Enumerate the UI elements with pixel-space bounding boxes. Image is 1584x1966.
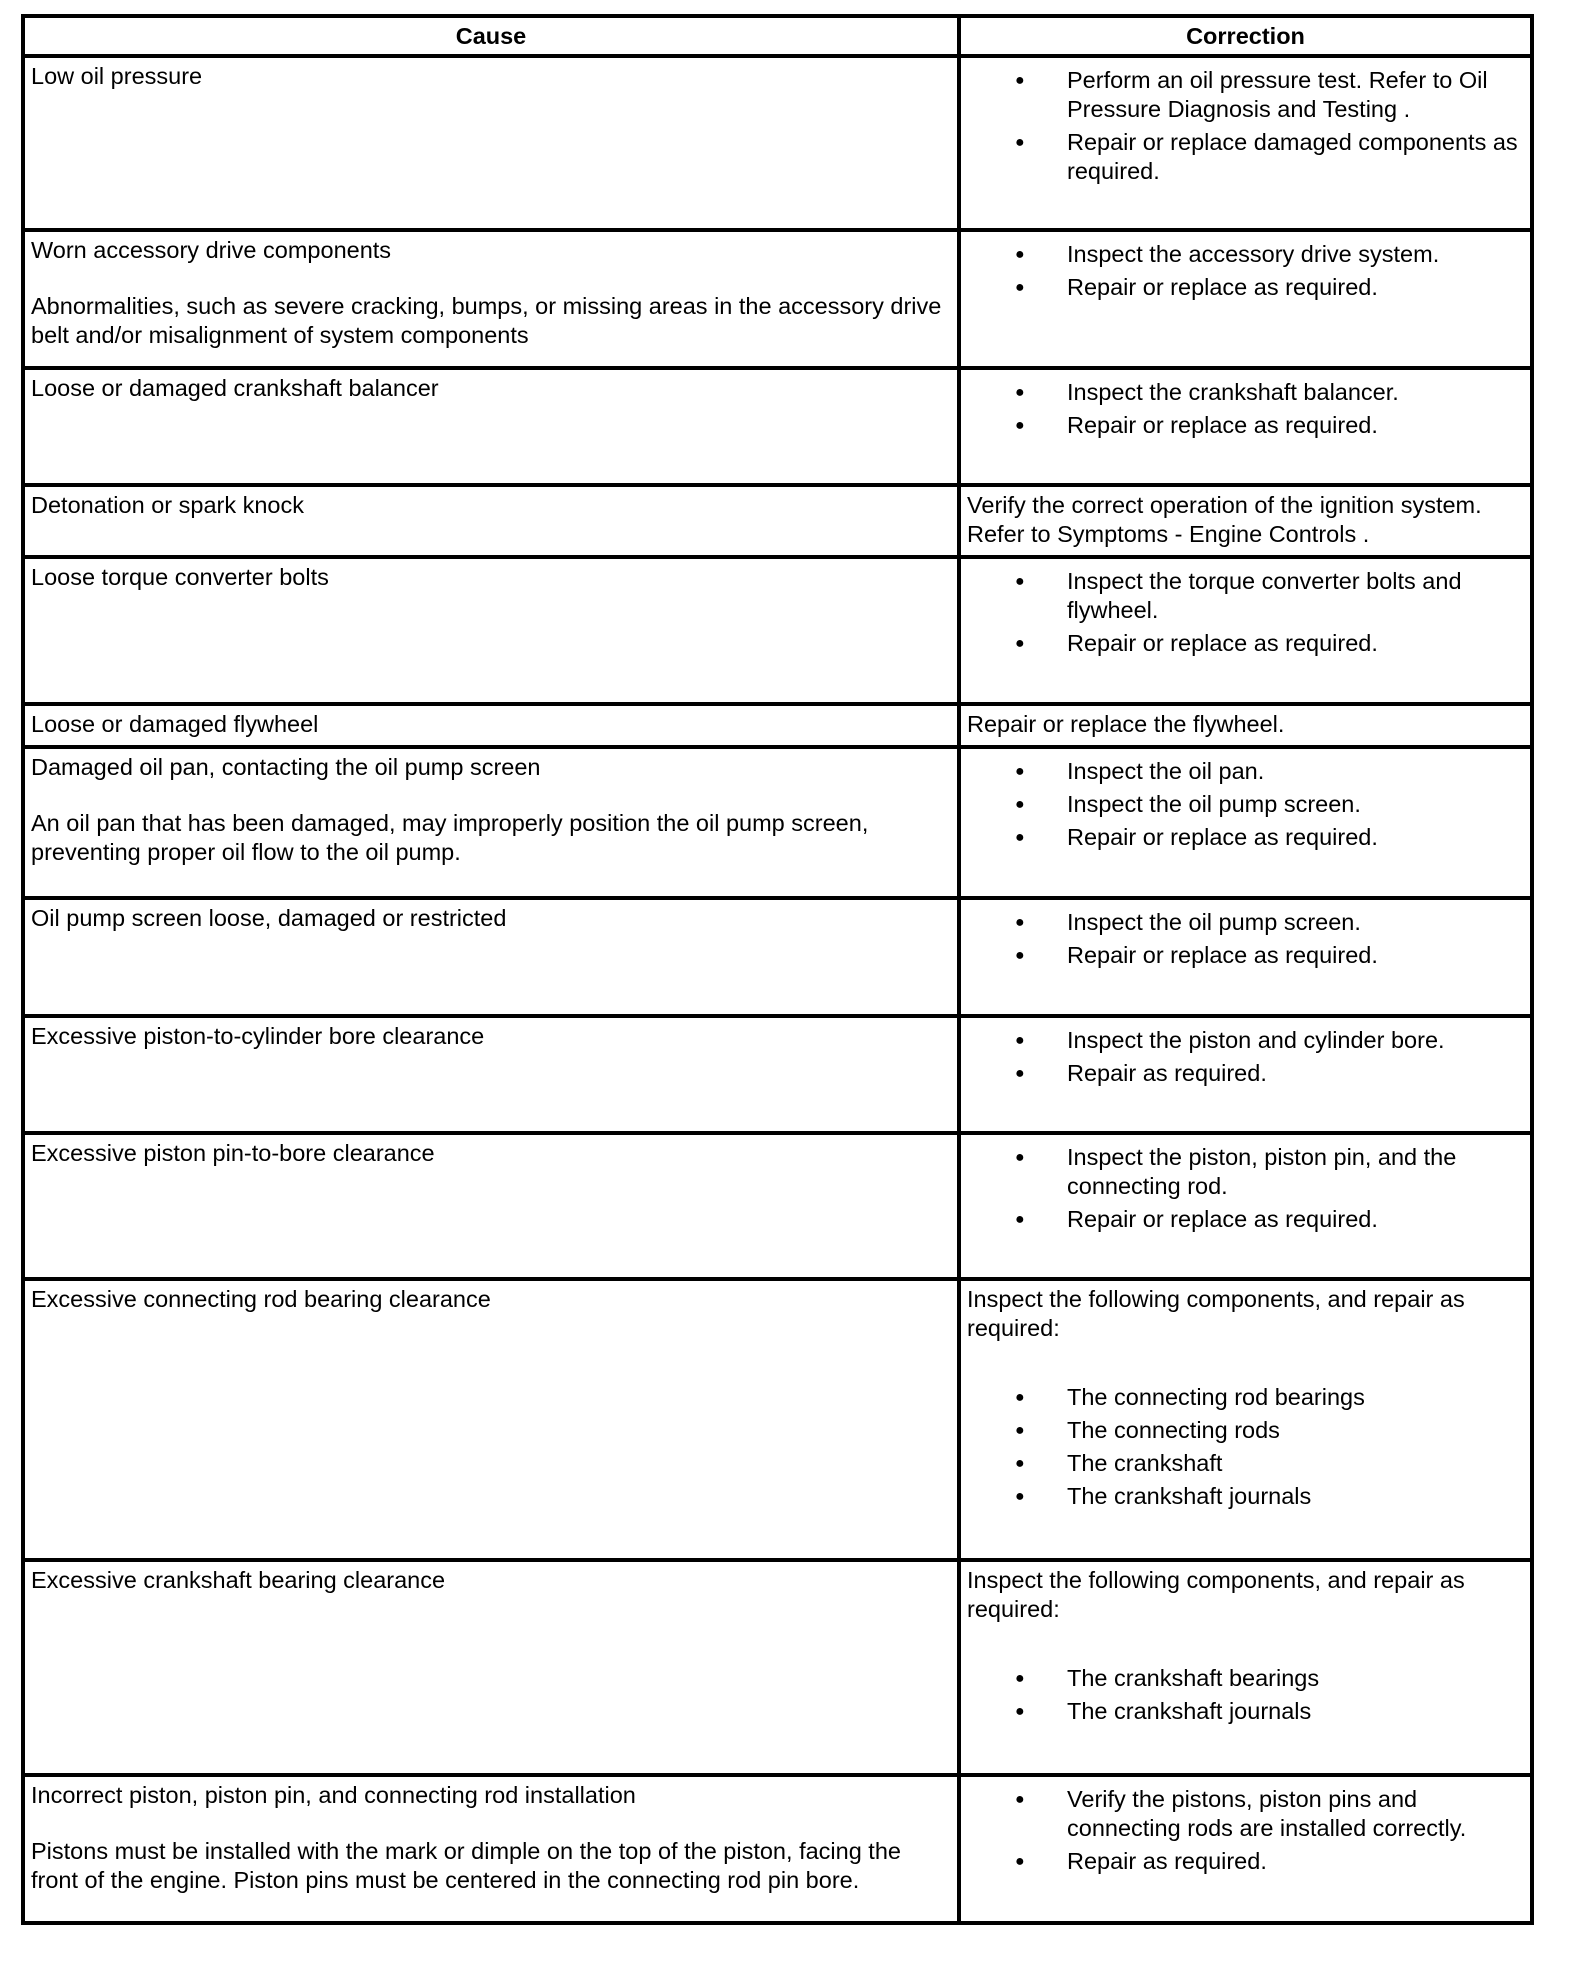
- correction-cell: [959, 56, 1532, 230]
- correction-list: [967, 1664, 1524, 1726]
- list-item: ● The crankshaft: [967, 1449, 1524, 1478]
- list-item: ● Verify the pistons, piston pins and connecting rods are installed correctly.: [967, 1785, 1524, 1843]
- cause-text: Loose or damaged flywheel: [31, 711, 319, 737]
- cause-text: Excessive piston-to-cylinder bore clearance: [31, 1023, 485, 1049]
- list-item: ● Inspect the oil pump screen.: [967, 908, 1524, 937]
- list-item: ● Repair or replace as required.: [967, 411, 1524, 440]
- table-row: [23, 1775, 1532, 1923]
- list-item: ● Repair as required.: [967, 1059, 1524, 1088]
- list-item: ● Repair or replace as required.: [967, 941, 1524, 970]
- list-item: ● Repair or replace as required.: [967, 1205, 1524, 1234]
- cause-note: Abnormalities, such as severe cracking, bumps, or missing areas in the accessory drive belt and/or misalignment of system components: [31, 293, 942, 348]
- cause-cell: [23, 1133, 959, 1279]
- table-row: [23, 747, 1532, 898]
- correction-list: [967, 567, 1524, 658]
- cause-cell: [23, 368, 959, 485]
- correction-cell: [959, 485, 1532, 557]
- list-item: ● Inspect the torque converter bolts and flywheel.: [967, 567, 1524, 625]
- cause-text: Detonation or spark knock: [31, 492, 305, 518]
- cause-cell: [23, 230, 959, 368]
- list-item: ● Repair or replace as required.: [967, 823, 1524, 852]
- correction-list: [967, 757, 1524, 852]
- list-item: ● Repair or replace damaged components as required.: [967, 128, 1524, 186]
- cause-cell: [23, 704, 959, 747]
- cause-cell: [23, 56, 959, 230]
- table-row: [23, 1016, 1532, 1133]
- table-row: [23, 485, 1532, 557]
- table-row: [23, 557, 1532, 704]
- correction-cell: [959, 1133, 1532, 1279]
- cause-text: Excessive connecting rod bearing clearance: [31, 1286, 491, 1312]
- header-correction: Correction: [959, 16, 1532, 56]
- cause-cell: [23, 485, 959, 557]
- correction-text: Repair or replace the flywheel.: [967, 711, 1285, 737]
- correction-cell: [959, 557, 1532, 704]
- list-item: ● The connecting rods: [967, 1416, 1524, 1445]
- cause-cell: [23, 747, 959, 898]
- list-item: ● Perform an oil pressure test. Refer to Oil Pressure Diagnosis and Testing .: [967, 66, 1524, 124]
- correction-list: [967, 1383, 1524, 1511]
- table-row: [23, 368, 1532, 485]
- list-item: ● The crankshaft journals: [967, 1482, 1524, 1511]
- cause-cell: [23, 1279, 959, 1560]
- correction-text: Verify the correct operation of the ignition system. Refer to Symptoms - Engine Controls .: [967, 492, 1482, 547]
- list-item: ● Inspect the piston and cylinder bore.: [967, 1026, 1524, 1055]
- cause-cell: [23, 1016, 959, 1133]
- table-row: [23, 230, 1532, 368]
- table-row: [23, 1133, 1532, 1279]
- correction-cell: [959, 704, 1532, 747]
- correction-cell: [959, 1279, 1532, 1560]
- correction-list: [967, 1143, 1524, 1234]
- diagnostic-table: [21, 14, 1534, 1925]
- cause-text: Loose or damaged crankshaft balancer: [31, 375, 439, 401]
- list-item: ● Inspect the piston, piston pin, and the connecting rod.: [967, 1143, 1524, 1201]
- cause-cell: [23, 1775, 959, 1923]
- list-item: ● Inspect the accessory drive system.: [967, 240, 1524, 269]
- correction-cell: [959, 747, 1532, 898]
- correction-text: Inspect the following components, and repair as required:: [967, 1567, 1465, 1622]
- list-item: ● The crankshaft bearings: [967, 1664, 1524, 1693]
- list-item: ● The connecting rod bearings: [967, 1383, 1524, 1412]
- correction-list: [967, 908, 1524, 970]
- list-item: ● Repair or replace as required.: [967, 273, 1524, 302]
- cause-cell: [23, 898, 959, 1016]
- cause-text: Incorrect piston, piston pin, and connecting rod installation: [31, 1782, 636, 1808]
- correction-cell: [959, 898, 1532, 1016]
- cause-text: Low oil pressure: [31, 63, 203, 89]
- cause-text: Worn accessory drive components: [31, 237, 392, 263]
- list-item: ● Repair as required.: [967, 1847, 1524, 1876]
- correction-list: [967, 66, 1524, 186]
- table-row: [23, 56, 1532, 230]
- cause-note: An oil pan that has been damaged, may improperly position the oil pump screen, preventing proper oil flow to the oil pump.: [31, 810, 869, 865]
- cause-text: Excessive crankshaft bearing clearance: [31, 1567, 446, 1593]
- table-row: [23, 704, 1532, 747]
- cause-text: Loose torque converter bolts: [31, 564, 329, 590]
- list-item: ● Inspect the oil pump screen.: [967, 790, 1524, 819]
- list-item: ● The crankshaft journals: [967, 1697, 1524, 1726]
- cause-text: Excessive piston pin-to-bore clearance: [31, 1140, 435, 1166]
- cause-cell: [23, 1560, 959, 1775]
- cause-cell: [23, 557, 959, 704]
- list-item: ● Inspect the oil pan.: [967, 757, 1524, 786]
- correction-cell: [959, 368, 1532, 485]
- correction-list: [967, 240, 1524, 302]
- list-item: ● Inspect the crankshaft balancer.: [967, 378, 1524, 407]
- cause-text: Oil pump screen loose, damaged or restricted: [31, 905, 507, 931]
- correction-cell: [959, 1560, 1532, 1775]
- cause-text: Damaged oil pan, contacting the oil pump screen: [31, 754, 541, 780]
- correction-list: [967, 1785, 1524, 1876]
- table-header-row: [23, 16, 1532, 56]
- correction-list: [967, 1026, 1524, 1088]
- table-row: [23, 898, 1532, 1016]
- list-item: ● Repair or replace as required.: [967, 629, 1524, 658]
- correction-text: Inspect the following components, and repair as required:: [967, 1286, 1465, 1341]
- correction-cell: [959, 1016, 1532, 1133]
- table-row: [23, 1560, 1532, 1775]
- header-cause: Cause: [23, 16, 959, 56]
- cause-note: Pistons must be installed with the mark or dimple on the top of the piston, facing the front of the engine. Piston pins must be centered in the connecting rod pin bore.: [31, 1838, 901, 1893]
- table-row: [23, 1279, 1532, 1560]
- correction-list: [967, 378, 1524, 440]
- correction-cell: [959, 1775, 1532, 1923]
- correction-cell: [959, 230, 1532, 368]
